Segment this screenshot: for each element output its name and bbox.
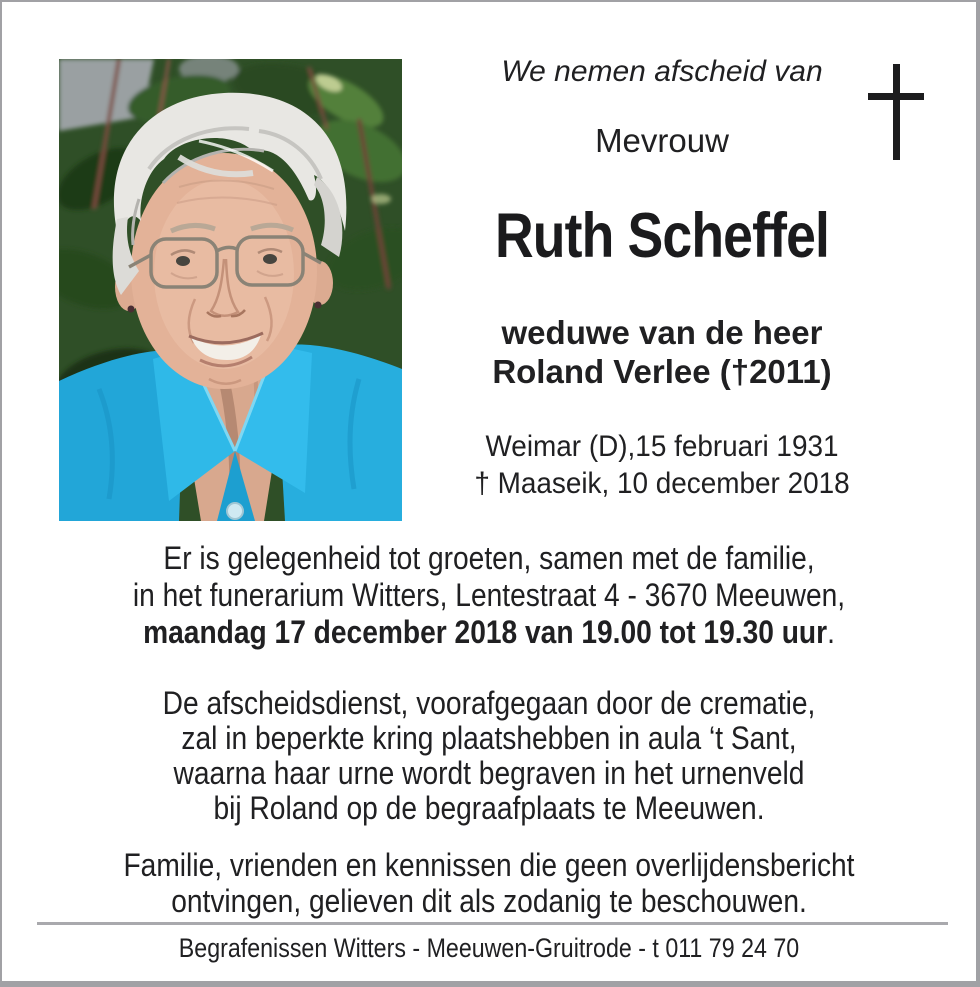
service-line-4: bij Roland op de begraafplaats te Meeuwen.	[213, 790, 765, 826]
relation-line-2: Roland Verlee (†2011)	[492, 353, 832, 390]
visitation-line-1: Er is gelegenheid tot groeten, samen met de familie,	[163, 540, 815, 576]
cross-horizontal-bar	[868, 93, 924, 100]
cross-vertical-bar	[893, 64, 900, 160]
service-line-3: waarna haar urne wordt begraven in het urnenveld	[173, 755, 805, 791]
relation-line-1: weduwe van de heer	[501, 314, 823, 351]
birth-line: Weimar (D),15 februari 1931	[485, 430, 839, 463]
cross-icon	[868, 64, 924, 160]
earring-right	[315, 302, 322, 309]
funeral-home-footer: Begrafenissen Witters - Meeuwen-Gruitrode - t 011 79 24 70	[178, 933, 800, 963]
footer-divider	[37, 922, 948, 925]
salutation: Mevrouw	[595, 122, 729, 159]
visitation-bold-suffix: .	[827, 614, 835, 650]
service-line-1: De afscheidsdienst, voorafgegaan door de crematie,	[162, 685, 816, 721]
visitation-paragraph	[60, 540, 917, 651]
earring-left	[128, 306, 135, 313]
death-line: † Maaseik, 10 december 2018	[474, 467, 850, 500]
condolence-line-2: ontvingen, gelieven dit als zodanig te beschouwen.	[171, 883, 807, 919]
condolence-line-1: Familie, vrienden en kennissen die geen overlijdensbericht	[123, 847, 855, 883]
service-line-2: zal in beperkte kring plaatshebben in aula ‘t Sant,	[181, 720, 797, 756]
portrait-photo	[59, 59, 402, 521]
visitation-line-2: in het funerarium Witters, Lentestraat 4 - 3670 Meeuwen,	[132, 577, 846, 613]
visitation-line-3	[60, 614, 917, 651]
deceased-name: Ruth Scheffel	[494, 201, 830, 271]
header-column	[404, 2, 920, 532]
condolence-paragraph	[60, 847, 917, 919]
portrait-illustration	[59, 59, 402, 521]
face	[131, 153, 317, 389]
visitation-bold-text: maandag 17 december 2018 van 19.00 tot 19.30 uur	[143, 614, 828, 650]
service-paragraph	[60, 686, 917, 826]
intro-line: We nemen afscheid van	[501, 55, 823, 88]
